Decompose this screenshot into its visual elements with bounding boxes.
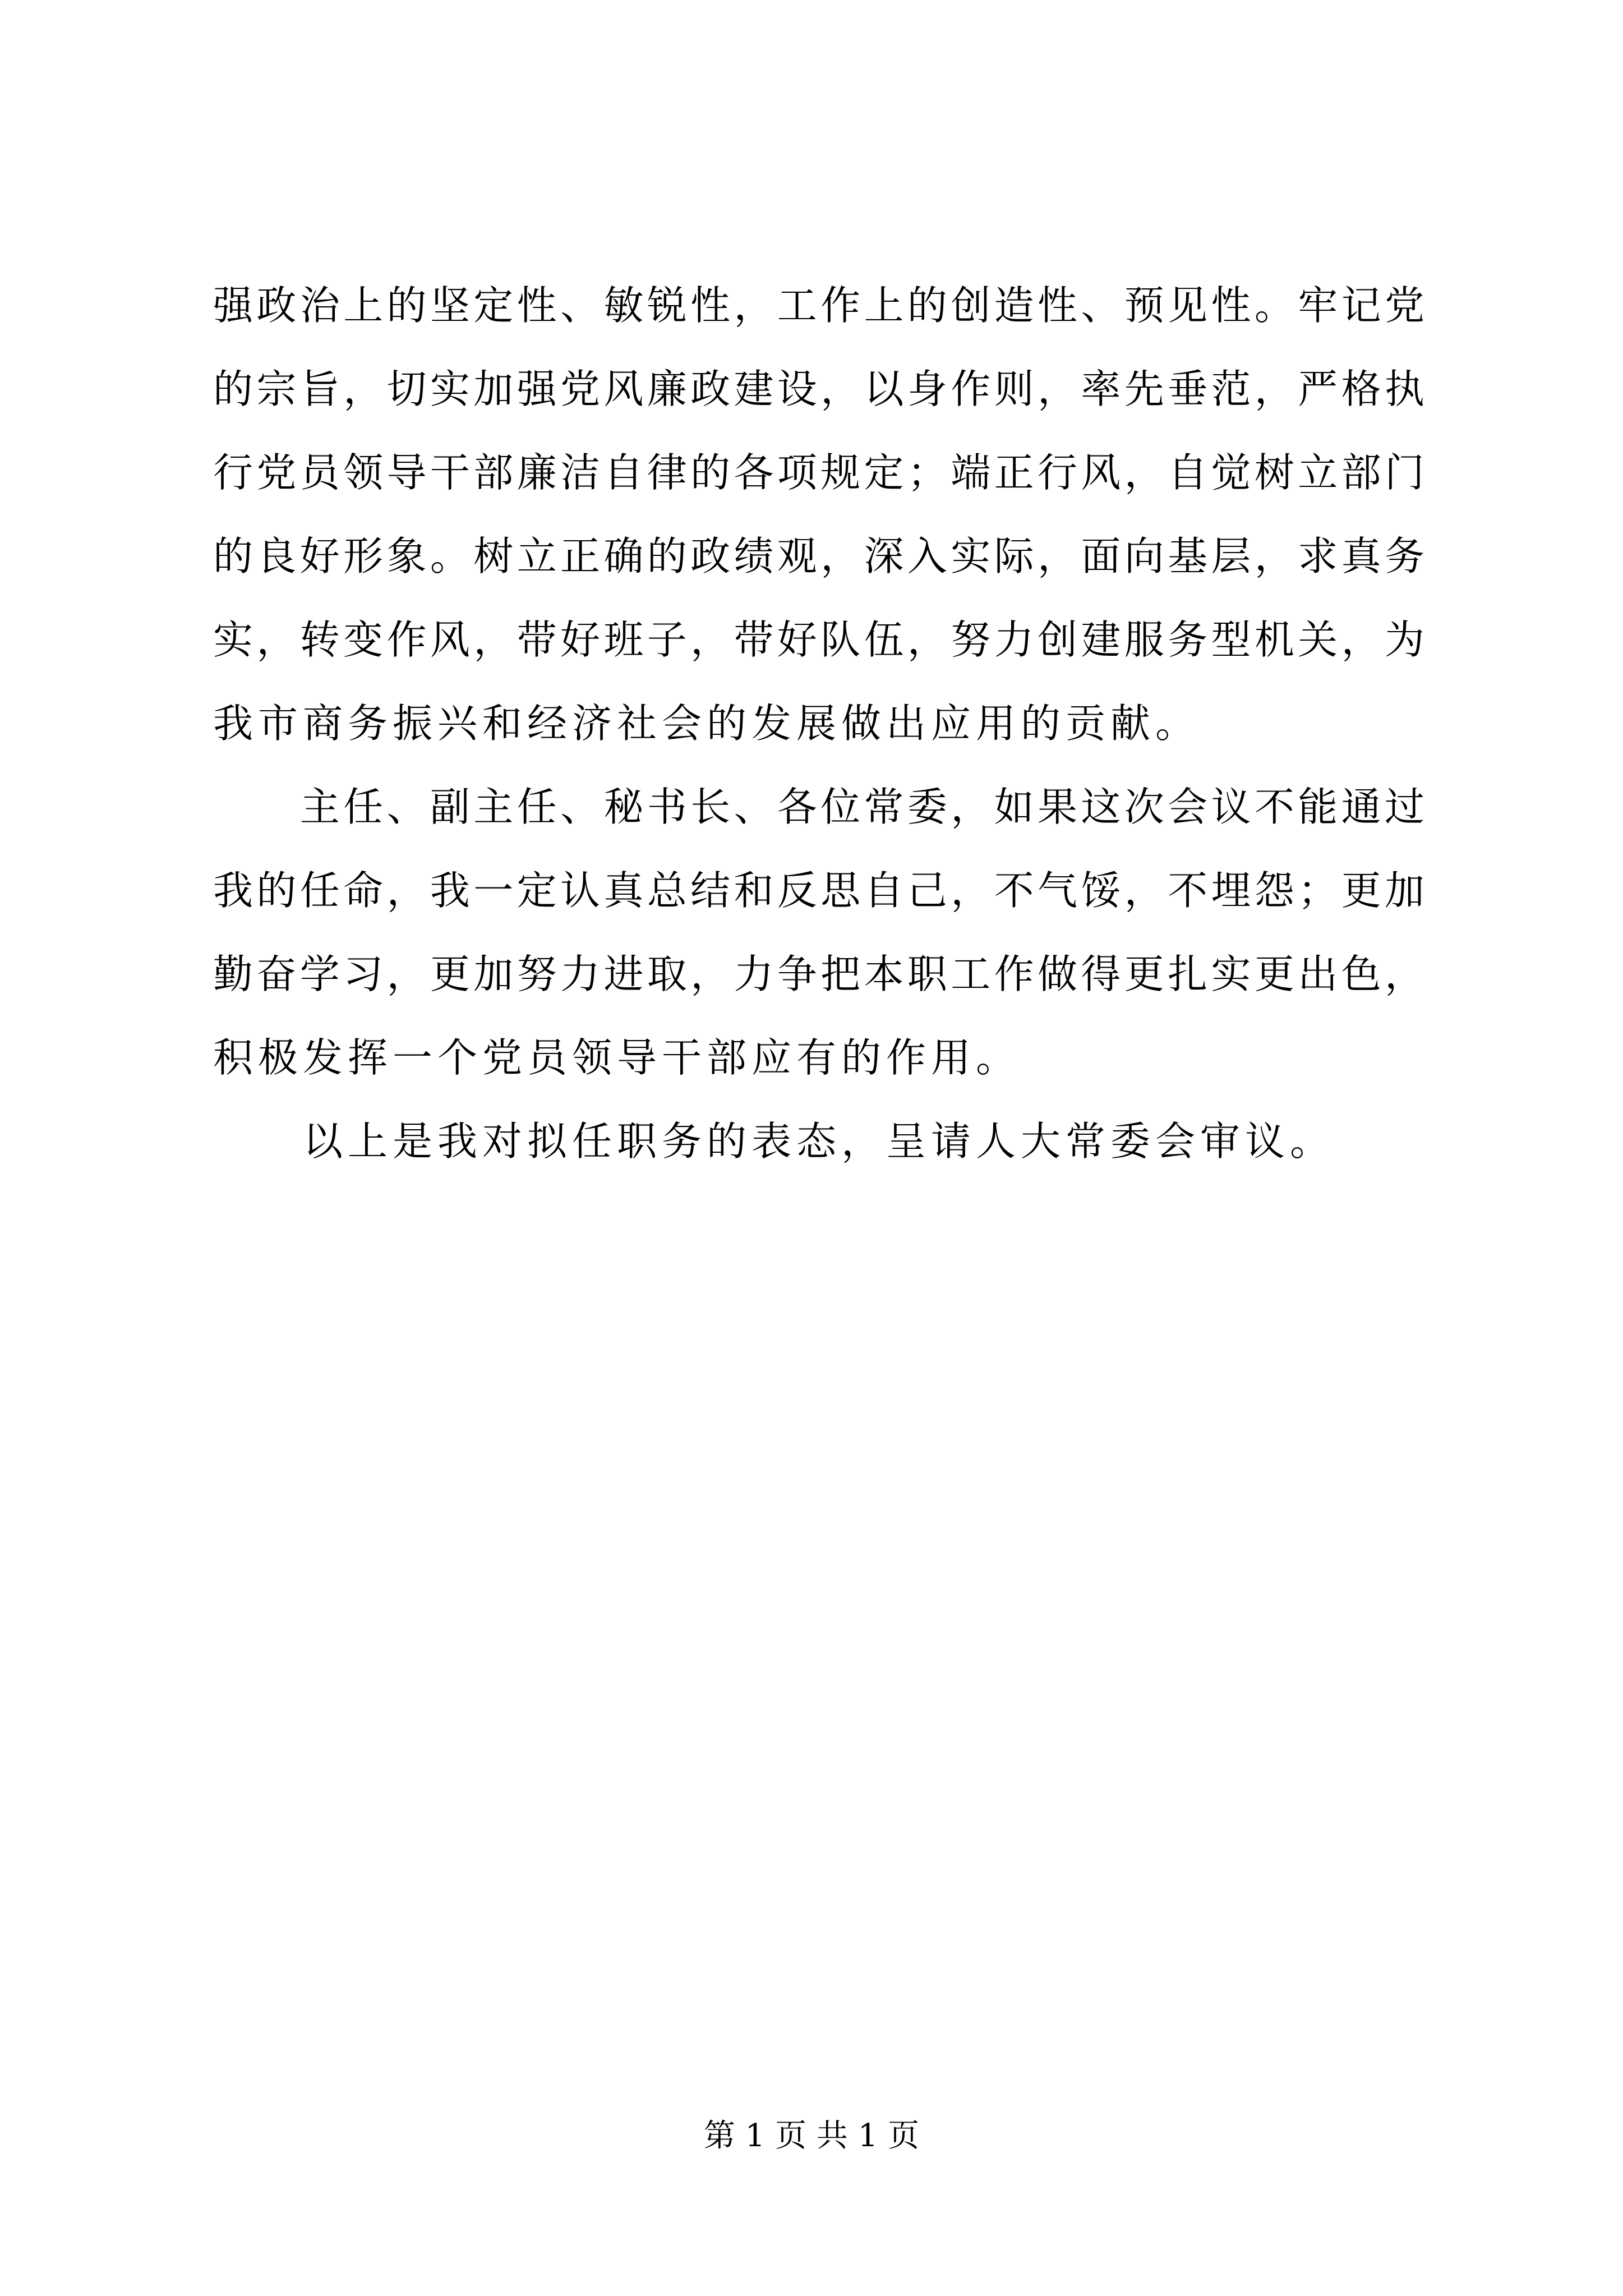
page-number-footer: 第 1 页 共 1 页: [703, 2118, 920, 2154]
text-line: 强政治上的坚定性、敏锐性，工作上的创造性、预见性。牢记党: [213, 282, 1424, 329]
paragraph-start-line: 以上是我对拟任职务的表态，呈请人大常委会审议。: [213, 1118, 1335, 1165]
text-line: 我的任命，我一定认真总结和反思自己，不气馁，不埋怨；更加: [213, 867, 1424, 914]
text-line: 勤奋学习，更加努力进取，力争把本职工作做得更扎实更出色，: [213, 951, 1424, 997]
text-line: 的良好形象。树立正确的政绩观，深入实际，面向基层，求真务: [213, 533, 1424, 579]
text-line: 的宗旨，切实加强党风廉政建设，以身作则，率先垂范，严格执: [213, 366, 1424, 412]
text-line: 实，转变作风，带好班子，带好队伍，努力创建服务型机关，为: [213, 616, 1424, 663]
text-line: 我市商务振兴和经济社会的发展做出应用的贡献。: [213, 700, 1201, 747]
document-body: [213, 264, 1424, 1183]
text-line: 积极发挥一个党员领导干部应有的作用。: [213, 1034, 1021, 1081]
paragraph-start-line: 主任、副主任、秘书长、各位常委，如果这次会议不能通过: [213, 784, 1424, 830]
text-line: 行党员领导干部廉洁自律的各项规定；端正行风，自觉树立部门: [213, 449, 1424, 496]
